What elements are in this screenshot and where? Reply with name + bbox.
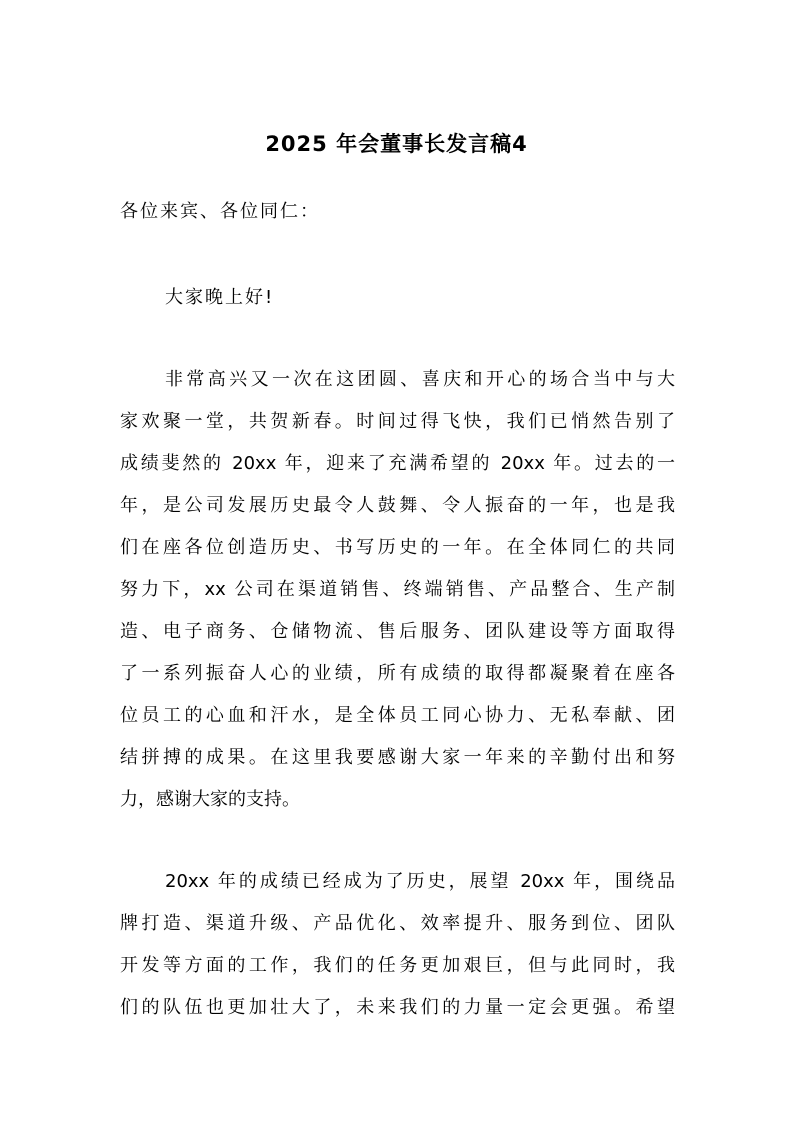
- paragraph-line: 成绩斐然的 20xx 年，迎来了充满希望的 20xx 年。过去的一: [120, 453, 675, 474]
- greeting: 大家晚上好!: [165, 287, 275, 308]
- paragraph-line: 年，是公司发展历史最令人鼓舞、令人振奋的一年，也是我: [120, 495, 675, 516]
- paragraph-line: 非常高兴又一次在这团圆、喜庆和开心的场合当中与大: [165, 369, 675, 390]
- paragraph-line: 20xx 年的成绩已经成为了历史，展望 20xx 年，围绕品: [165, 871, 675, 892]
- paragraph-line: 开发等方面的工作，我们的任务更加艰巨，但与此同时，我: [120, 955, 675, 976]
- paragraph-line: 造、电子商务、仓储物流、售后服务、团队建设等方面取得: [120, 621, 675, 642]
- paragraph-line: 力，感谢大家的支持。: [120, 789, 300, 810]
- paragraph-line: 结拼搏的成果。在这里我要感谢大家一年来的辛勤付出和努: [120, 747, 675, 768]
- paragraph-line: 了一系列振奋人心的业绩，所有成绩的取得都凝聚着在座各: [120, 663, 675, 684]
- page-title: 2025 年会董事长发言稿4: [265, 132, 528, 156]
- paragraph-line: 位员工的心血和汗水，是全体员工同心协力、无私奉献、团: [120, 705, 675, 726]
- salutation: 各位来宾、各位同仁：: [120, 201, 320, 222]
- paragraph-line: 们的队伍也更加壮大了，未来我们的力量一定会更强。希望: [120, 997, 675, 1018]
- paragraph-2: [120, 861, 675, 1029]
- paragraph-line: 家欢聚一堂，共贺新春。时间过得飞快，我们已悄然告别了: [120, 411, 675, 432]
- paragraph-line: 努力下，xx 公司在渠道销售、终端销售、产品整合、生产制: [120, 579, 675, 600]
- paragraph-line: 牌打造、渠道升级、产品优化、效率提升、服务到位、团队: [120, 913, 675, 934]
- paragraph-1: [120, 359, 675, 821]
- paragraph-line: 们在座各位创造历史、书写历史的一年。在全体同仁的共同: [120, 537, 675, 558]
